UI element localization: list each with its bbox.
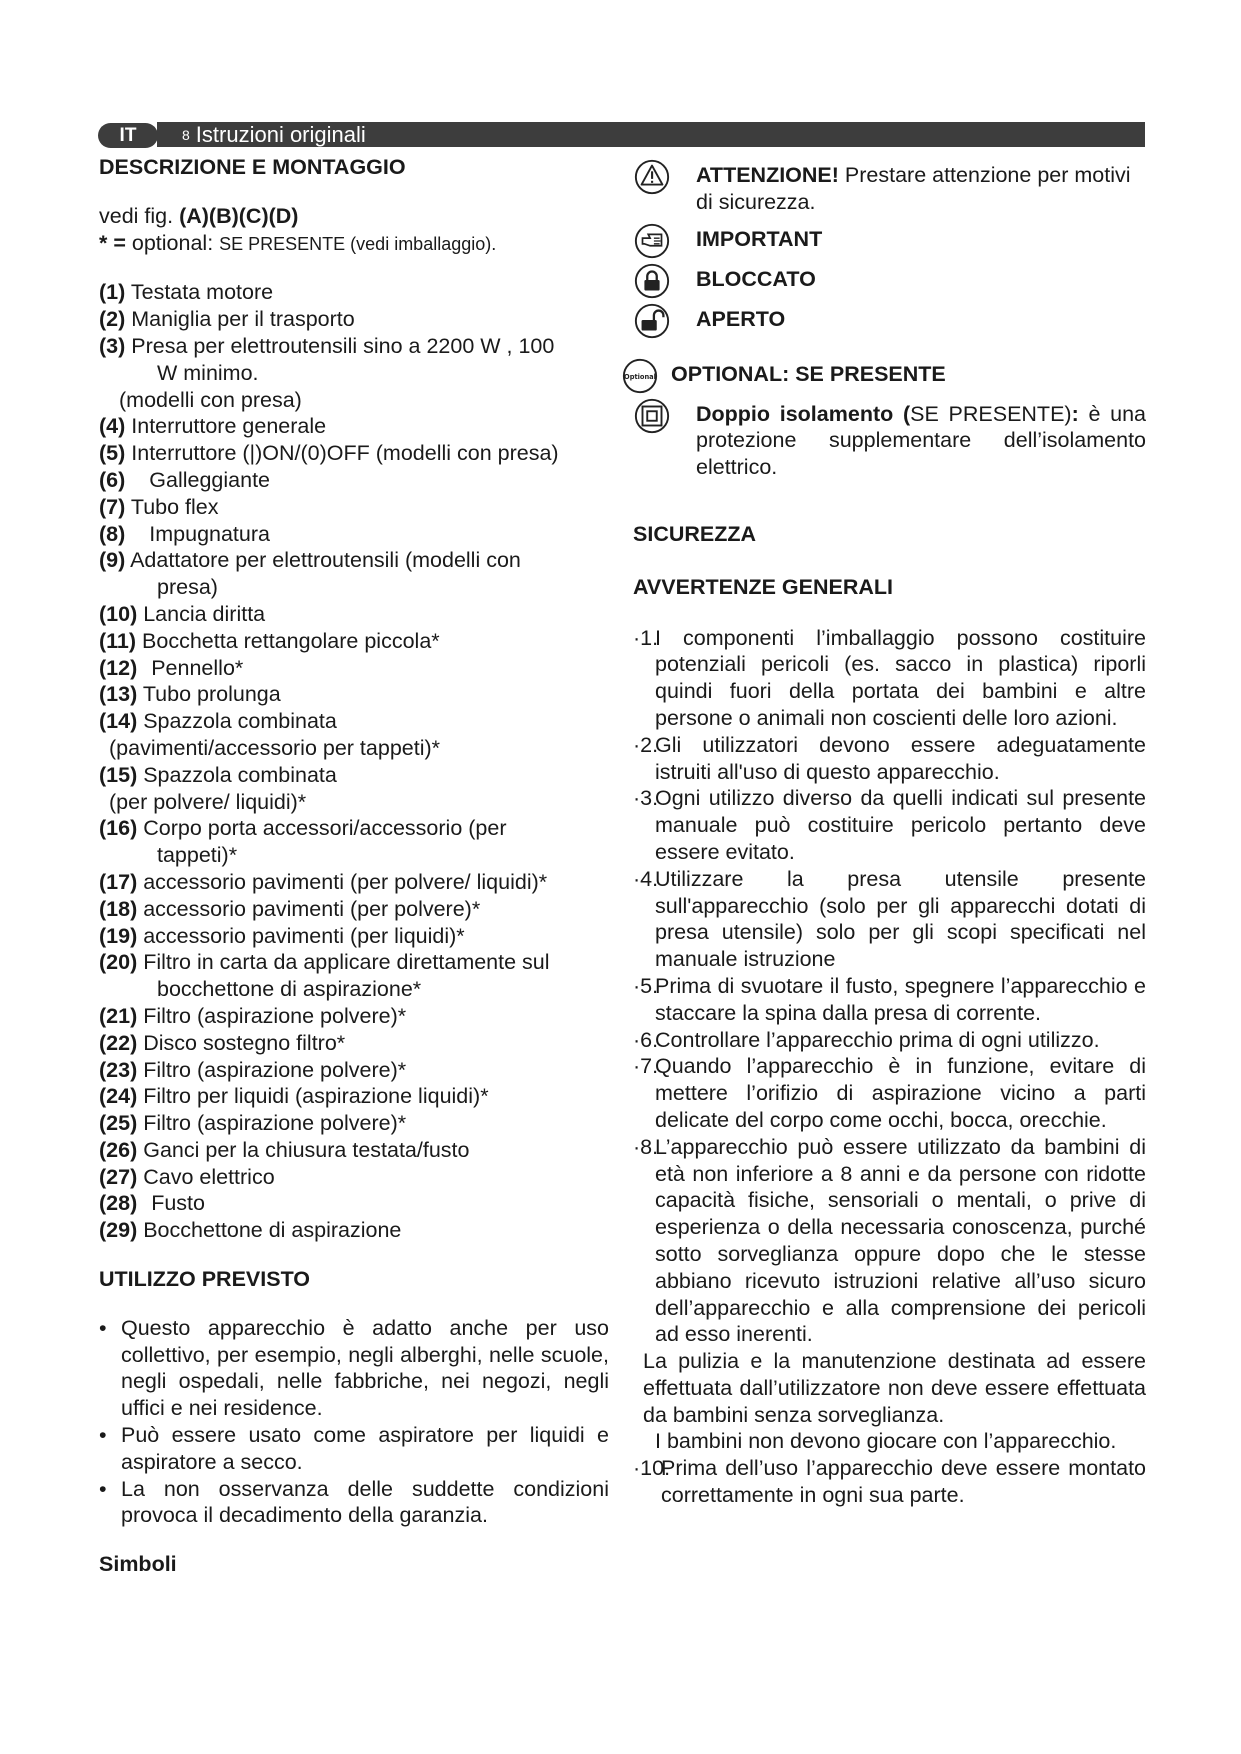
cleaning-paragraph: La pulizia e la manutenzione destinata ad essere effettuata dall’utilizzatore non deve essere effettuata da bambini senza sorveglianza. [643, 1349, 1146, 1427]
language-badge: IT [98, 123, 158, 148]
warning-item: ·4. Utilizzare la presa utensile presente sull'apparecchio (solo per gli apparecchi dotati di presa utensile) solo per gli scopi specificati nel manuale istruzione [633, 866, 1146, 972]
parts-list-item: (28) Fusto [99, 1191, 205, 1216]
optional-badge-icon [621, 357, 659, 395]
parts-list-item: (3) Presa per elettroutensili sino a 2200 W , 100 [99, 333, 555, 358]
header-title-text: Istruzioni originali [195, 122, 366, 147]
parts-list-item: (2) Maniglia per il trasporto [99, 307, 355, 332]
symbol-open: APERTO [633, 306, 1146, 361]
header-title [182, 121, 366, 149]
section-title-safety: SICUREZZA [633, 521, 757, 546]
parts-list-item-cont: (pavimenti/accessorio per tappeti)* [109, 735, 441, 760]
warning-item: ·7. Quando l’apparecchio è in funzione, evitare di mettere l’orifizio di aspirazione vicino a parti delicate del corpo come occhi, bocca, orecchie. [633, 1054, 1146, 1132]
parts-list-item: (12) Pennello* [99, 655, 244, 680]
parts-list-item: (5) Interruttore (|)ON/(0)OFF (modelli con presa) [99, 441, 559, 466]
parts-list-item-cont: presa) [157, 575, 218, 600]
parts-list-item: (18) accessorio pavimenti (per polvere)* [99, 896, 481, 921]
parts-list-item: (19) accessorio pavimenti (per liquidi)* [99, 923, 465, 948]
double-insulation-icon [633, 397, 671, 435]
section-title-general-warnings: AVVERTENZE GENERALI [633, 574, 894, 599]
warnings-list [633, 625, 1146, 1509]
parts-list-item: (27) Cavo elettrico [99, 1164, 275, 1189]
section-title-symbols: Simboli [99, 1552, 177, 1577]
warning-item: ·10. Prima dell’uso l’apparecchio deve essere montato correttamente in ogni sua parte. [633, 1456, 1146, 1508]
warning-item: ·8. L’apparecchio può essere utilizzato da bambini di età non inferiore a 8 anni e da persone con ridotte capacità fisiche, sensoriali o mentali, o prive di esperienza o della necessaria conoscenza, purché sotto sorveglianza oppure dopo che le stesse abbiano ricevuto istruzioni relative all’uso sicuro dell’apparecchio e alla comprensione dei pericoli ad esso inerenti. [633, 1134, 1146, 1347]
parts-list-item: (9) Adattatore per elettroutensili (modelli con [99, 548, 521, 573]
parts-list-item: (4) Interruttore generale [99, 414, 327, 439]
lock-open-icon [633, 302, 671, 340]
parts-list-item-cont: W minimo. [157, 360, 259, 385]
parts-list-item: (11) Bocchetta rettangolare piccola* [99, 628, 440, 653]
parts-list-item: (17) accessorio pavimenti (per polvere/ liquidi)* [99, 869, 548, 894]
warning-item: ·5. Prima di svuotare il fusto, spegnere l’apparecchio e staccare la spina dalla presa di corrente. [633, 973, 1146, 1025]
parts-list-item: (22) Disco sostegno filtro* [99, 1030, 346, 1055]
parts-list-item: (20) Filtro in carta da applicare direttamente sul [99, 950, 550, 975]
parts-list-item: (23) Filtro (aspirazione polvere)* [99, 1057, 407, 1082]
children-paragraph: I bambini non devono giocare con l’apparecchio. [655, 1429, 1117, 1454]
bullet-item: • Può essere usato come aspiratore per liquidi e aspiratore a secco. [99, 1422, 609, 1476]
symbol-locked: BLOCCATO [633, 266, 1146, 306]
parts-list-item: (1) Testata motore [99, 280, 274, 305]
svg-text:Optional: Optional [624, 372, 656, 381]
warning-triangle-icon [633, 158, 671, 196]
parts-list-item: (21) Filtro (aspirazione polvere)* [99, 1003, 407, 1028]
figure-reference: vedi fig. (A)(B)(C)(D) [99, 203, 299, 228]
symbol-attention: ATTENZIONE! Prestare attenzione per motivi di sicurezza. [633, 162, 1146, 216]
page-number: 8 [182, 127, 190, 143]
warning-item: ·3. Ogni utilizzo diverso da quelli indicati sul presente manuale può costituire pericolo pertanto deve essere evitato. [633, 786, 1146, 864]
parts-list-item-cont: tappeti)* [157, 843, 238, 868]
parts-list-item-cont: (per polvere/ liquidi)* [109, 789, 307, 814]
bullet-item: • La non osservanza delle suddette condizioni provoca il decadimento della garanzia. [99, 1476, 609, 1530]
warning-item: ·6. Controllare l’apparecchio prima di ogni utilizzo. [633, 1027, 1100, 1052]
warning-item: ·1. I componenti l’imballaggio possono costituire potenziali pericoli (es. sacco in plastica) riporli quindi fuori della portata dei bambini e altre persone o animali non coscienti delle loro azioni. [633, 625, 1146, 730]
parts-list-item: (25) Filtro (aspirazione polvere)* [99, 1111, 407, 1136]
parts-list-item: (26) Ganci per la chiusura testata/fusto [99, 1137, 470, 1162]
parts-list-item: (8) Impugnatura [99, 521, 270, 546]
parts-list-item-cont: (modelli con presa) [119, 387, 302, 412]
parts-list-item: (7) Tubo flex [99, 494, 219, 519]
lock-closed-icon [633, 262, 671, 300]
right-column [624, 162, 1147, 1509]
parts-list-item: (14) Spazzola combinata [99, 709, 337, 734]
left-column [99, 154, 609, 1578]
section-title-intended-use: UTILIZZO PREVISTO [99, 1267, 311, 1292]
pointing-hand-icon [633, 222, 671, 260]
bullet-item: • Questo apparecchio è adatto anche per uso collettivo, per esempio, negli alberghi, nelle scuole, negli ospedali, nelle fabbriche, nei negozi, negli uffici e nei residence. [99, 1315, 609, 1422]
parts-list-item: (16) Corpo porta accessori/accessorio (per [99, 816, 507, 841]
parts-list-item: (10) Lancia diritta [99, 601, 266, 626]
parts-list-item-cont: bocchettone di aspirazione* [157, 977, 422, 1002]
symbol-optional: Optional OPTIONAL: SE PRESENTE [621, 361, 1146, 401]
symbol-important: IMPORTANT [633, 226, 1146, 266]
parts-list-item: (6) Galleggiante [99, 467, 270, 492]
warning-item: ·2. Gli utilizzatori devono essere adeguatamente istruiti all'uso di questo apparecchio. [633, 732, 1146, 784]
parts-list-item: (24) Filtro per liquidi (aspirazione liquidi)* [99, 1084, 489, 1109]
parts-list-item: (13) Tubo prolunga [99, 682, 281, 707]
parts-list-item: (29) Bocchettone di aspirazione [99, 1218, 402, 1243]
parts-list-item: (15) Spazzola combinata [99, 762, 337, 787]
symbol-double-insulation: Doppio isolamento (SE PRESENTE): è una protezione supplementare dell’isolamento elettrico. [633, 401, 1146, 481]
parts-list [99, 279, 609, 1244]
section-title-description: DESCRIZIONE E MONTAGGIO [99, 155, 406, 179]
optional-note: * = optional: SE PRESENTE (vedi imballaggio). [99, 230, 497, 255]
